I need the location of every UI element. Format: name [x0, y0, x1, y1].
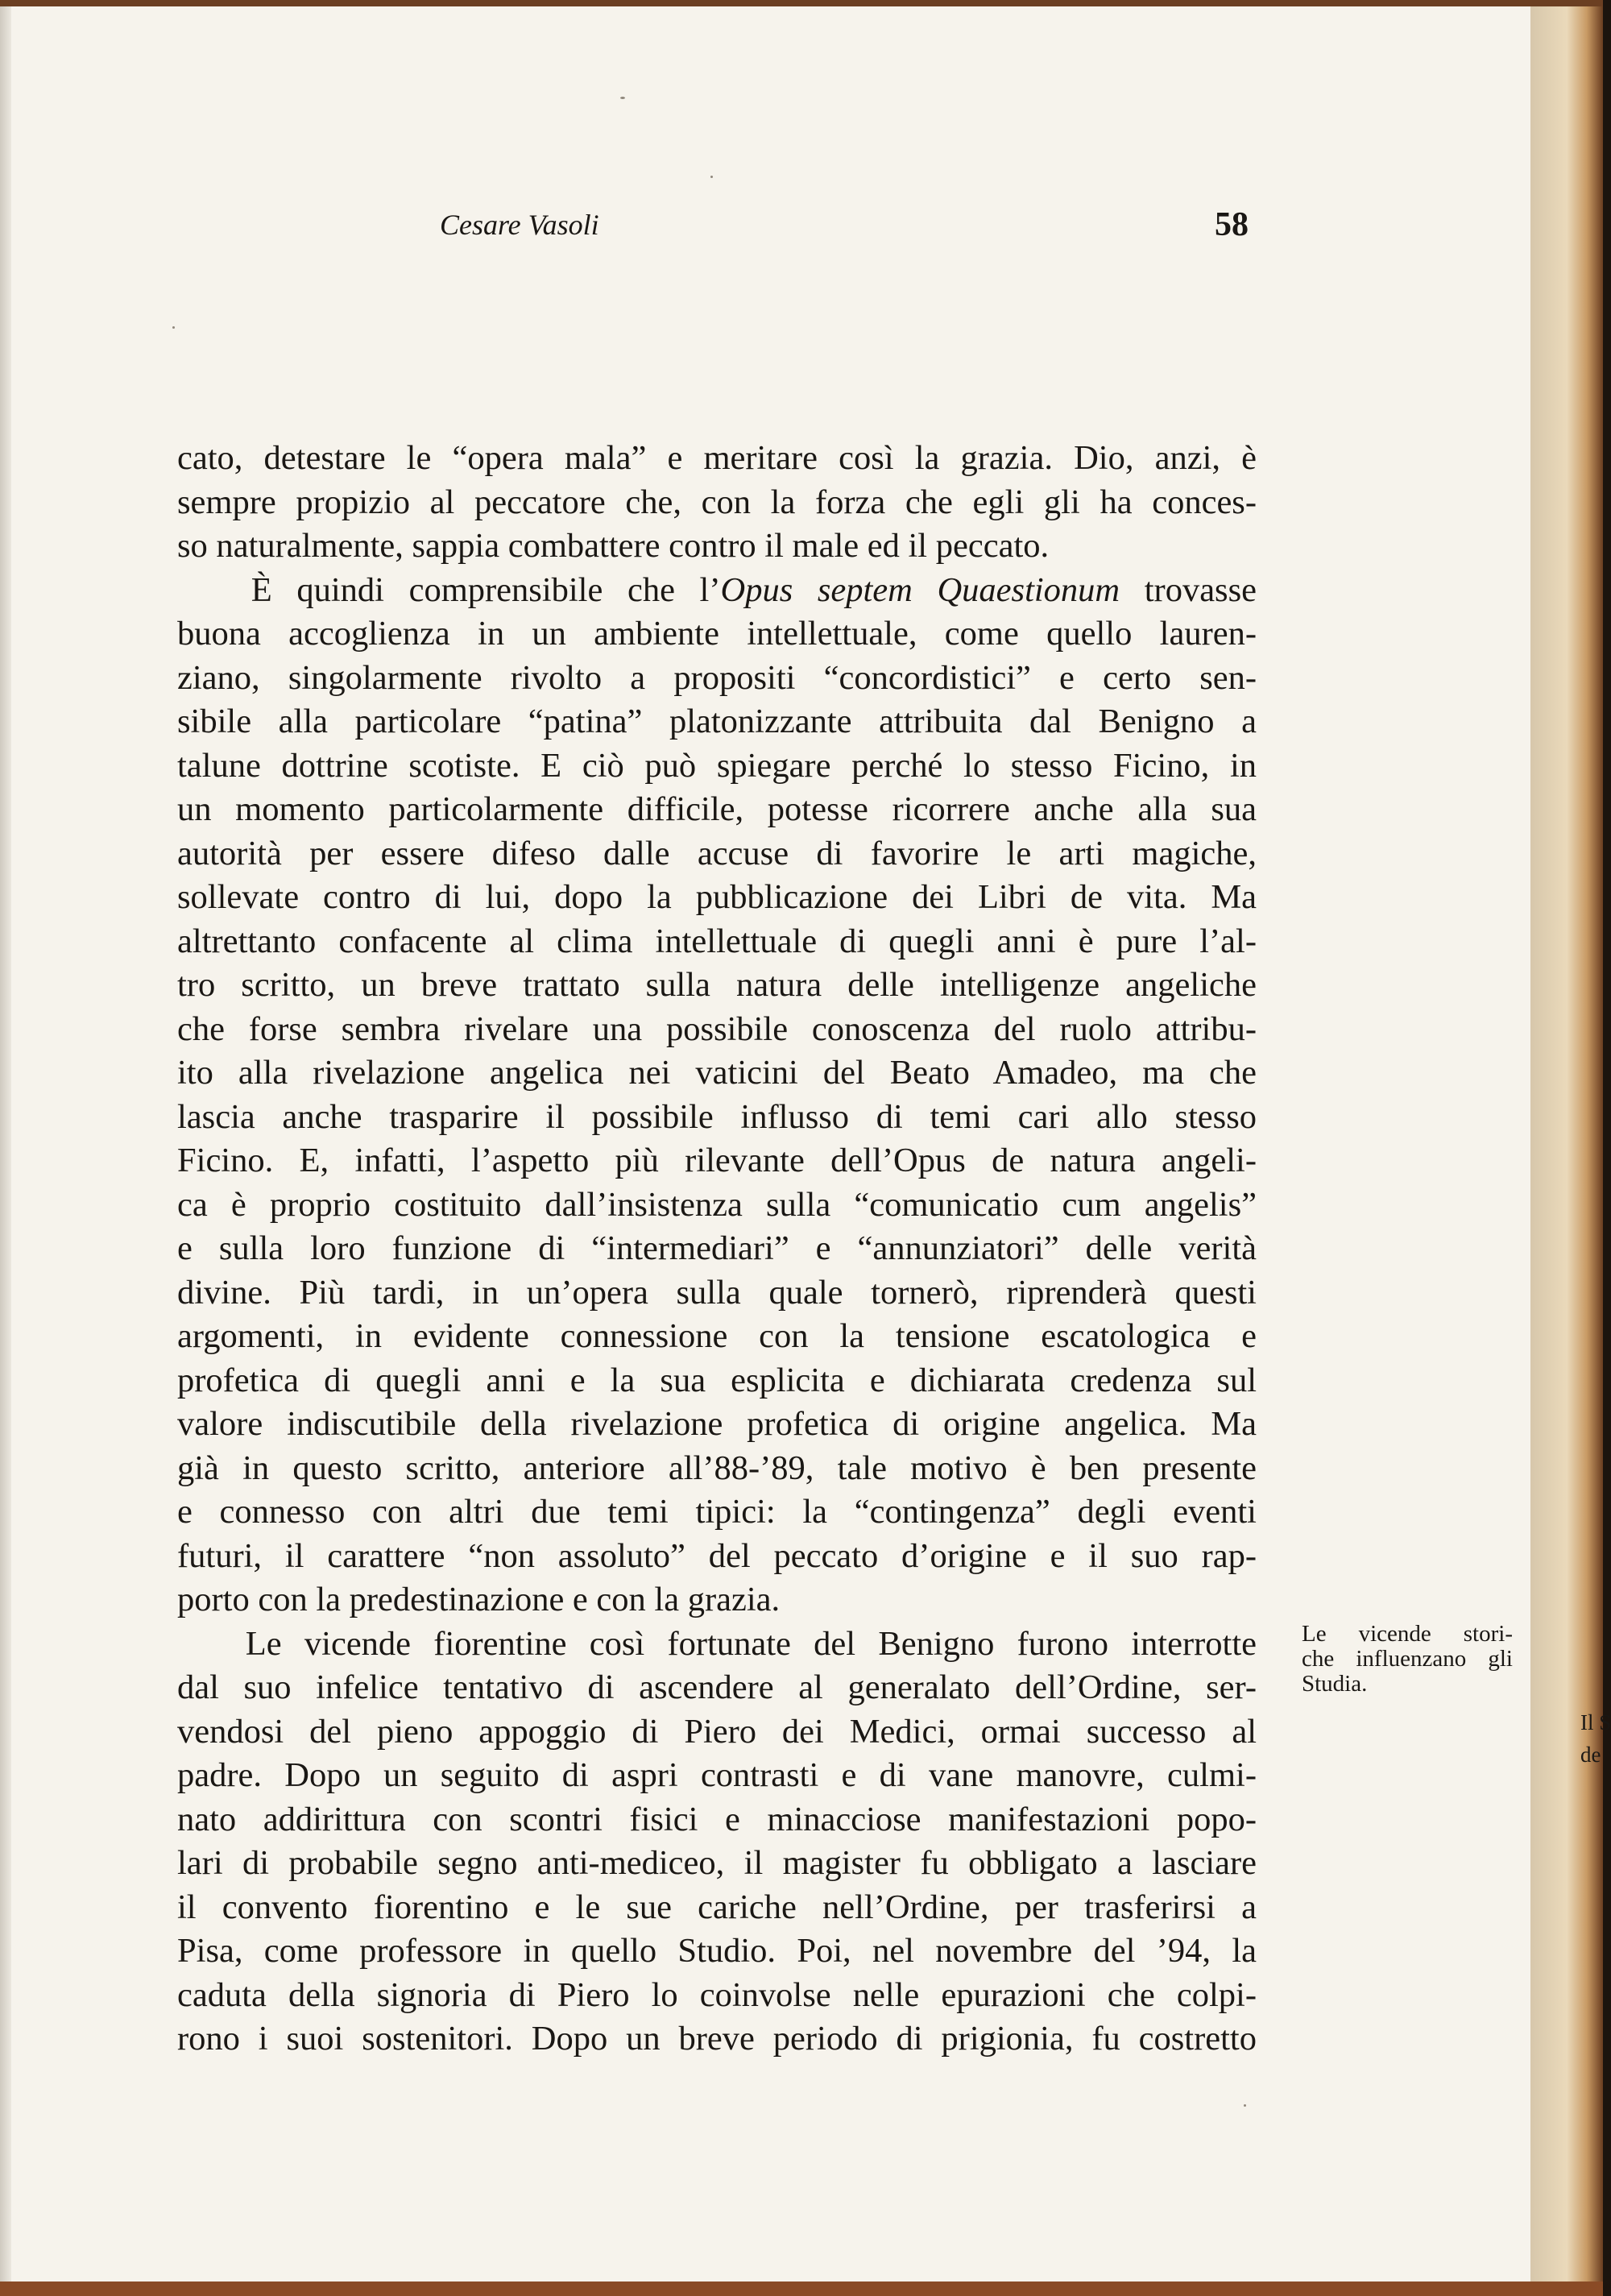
- text-line: talune dottrine scotiste. E ciò può spiegare perché lo stesso Ficino, in: [177, 746, 1257, 785]
- text-line: il convento fiorentino e le sue cariche nell’Ordine, per trasferirsi a: [177, 1888, 1257, 1926]
- text-line: ca è proprio costituito dall’insistenza sulla “comunicatio cum angelis”: [177, 1185, 1257, 1224]
- facing-page-edge: [1530, 6, 1611, 2281]
- bottom-binding-strip: [0, 2281, 1603, 2296]
- text-line: sollevate contro di lui, dopo la pubblicazione dei Libri de vita. Ma: [177, 878, 1257, 916]
- text-line: sibile alla particolare “patina” platonizzante attribuita dal Benigno a: [177, 702, 1257, 740]
- text-line: valore indiscutibile della rivelazione profetica di origine angelica. Ma: [177, 1405, 1257, 1443]
- text-line: già in questo scritto, anteriore all’88-’89, tale motivo è ben presente: [177, 1448, 1257, 1487]
- text-line: profetica di quegli anni e la sua esplicita e dichiarata credenza sul: [177, 1361, 1257, 1399]
- text-line: Pisa, come professore in quello Studio. Poi, nel novembre del ’94, la: [177, 1932, 1257, 1970]
- text-line: padre. Dopo un seguito di aspri contrasti e di vane manovre, culmi-: [177, 1756, 1257, 1794]
- text-line: un momento particolarmente difficile, potesse ricorrere anche alla sua: [177, 790, 1257, 828]
- text-line: vendosi del pieno appoggio di Piero dei Medici, ormai successo al: [177, 1712, 1257, 1751]
- text-line: È quindi comprensibile che l’Opus septem Quaestionum trovasse: [177, 570, 1257, 609]
- text-line: dal suo infelice tentativo di ascendere al generalato dell’Ordine, ser-: [177, 1668, 1257, 1706]
- text-line: sempre propizio al peccatore che, con la forza che egli gli ha conces-: [177, 483, 1257, 521]
- text-line: e connesso con altri due temi tipici: la “contingenza” degli eventi: [177, 1493, 1257, 1531]
- text-line: ito alla rivelazione angelica nei vaticini del Beato Amadeo, ma che: [177, 1054, 1257, 1092]
- fragment-line: Il S: [1580, 1710, 1611, 1734]
- margin-note-line: Studia.: [1302, 1671, 1368, 1697]
- fragment-line: de: [1580, 1743, 1601, 1767]
- text-line: che forse sembra rivelare una possibile conoscenza del ruolo attribu-: [177, 1009, 1257, 1048]
- text-line: buona accoglienza in un ambiente intellettuale, come quello lauren-: [177, 615, 1257, 653]
- text-line: Ficino. E, infatti, l’aspetto più rilevante dell’Opus de natura angeli-: [177, 1142, 1257, 1179]
- text-line: ziano, singolarmente rivolto a propositi “concordistici” e certo sen-: [177, 658, 1257, 697]
- page-number: 58: [1215, 206, 1249, 243]
- text-line: caduta della signoria di Piero lo coinvolse nelle epurazioni che colpi-: [177, 1975, 1257, 2014]
- page-left-edge: [0, 6, 11, 2281]
- paper-speck: [710, 176, 713, 178]
- text-line: argomenti, in evidente connessione con la tensione escatologica e: [177, 1317, 1257, 1355]
- text-line: lascia anche trasparire il possibile influsso di temi cari allo stesso: [177, 1097, 1257, 1136]
- paper-speck: [620, 97, 625, 99]
- text-line: nato addirittura con scontri fisici e minacciose manifestazioni popo-: [177, 1800, 1257, 1838]
- text-line: Le vicende fiorentine così fortunate del Benigno furono interrotte: [177, 1624, 1257, 1663]
- text-line: divine. Più tardi, in un’opera sulla quale tornerò, riprenderà questi: [177, 1273, 1257, 1312]
- text-line: futuri, il carattere “non assoluto” del peccato d’origine e il suo rap-: [177, 1536, 1257, 1575]
- paper-speck: [172, 326, 175, 329]
- top-binding-strip: [0, 0, 1603, 6]
- main-text-block: [177, 437, 1257, 2062]
- text-line: altrettanto confacente al clima intellettuale di quegli anni è pure l’al-: [177, 922, 1257, 960]
- text-line: autorità per essere difeso dalle accuse di favorire le arti magiche,: [177, 834, 1257, 872]
- margin-note-line: Le vicende stori-: [1302, 1621, 1513, 1647]
- text-line: tro scritto, un breve trattato sulla natura delle intelligenze angeliche: [177, 966, 1257, 1004]
- text-line: so naturalmente, sappia combattere contro il male ed il peccato.: [177, 527, 1050, 565]
- running-header-author: Cesare Vasoli: [440, 209, 599, 241]
- margin-note-line: che influenzano gli: [1302, 1646, 1513, 1672]
- text-line: lari di probabile segno anti-mediceo, il magister fu obbligato a lasciare: [177, 1844, 1257, 1882]
- facing-page-text-fragment: [1580, 1706, 1611, 1771]
- paper-speck: [1244, 2104, 1246, 2107]
- margin-note: [1302, 1622, 1513, 1697]
- text-line: e sulla loro funzione di “intermediari” e “annunziatori” delle verità: [177, 1229, 1257, 1267]
- text-line: rono i suoi sostenitori. Dopo un breve periodo di prigionia, fu costretto: [177, 2020, 1257, 2058]
- text-line: cato, detestare le “opera mala” e meritare così la grazia. Dio, anzi, è: [177, 439, 1257, 477]
- text-line: porto con la predestinazione e con la grazia.: [177, 1581, 781, 1618]
